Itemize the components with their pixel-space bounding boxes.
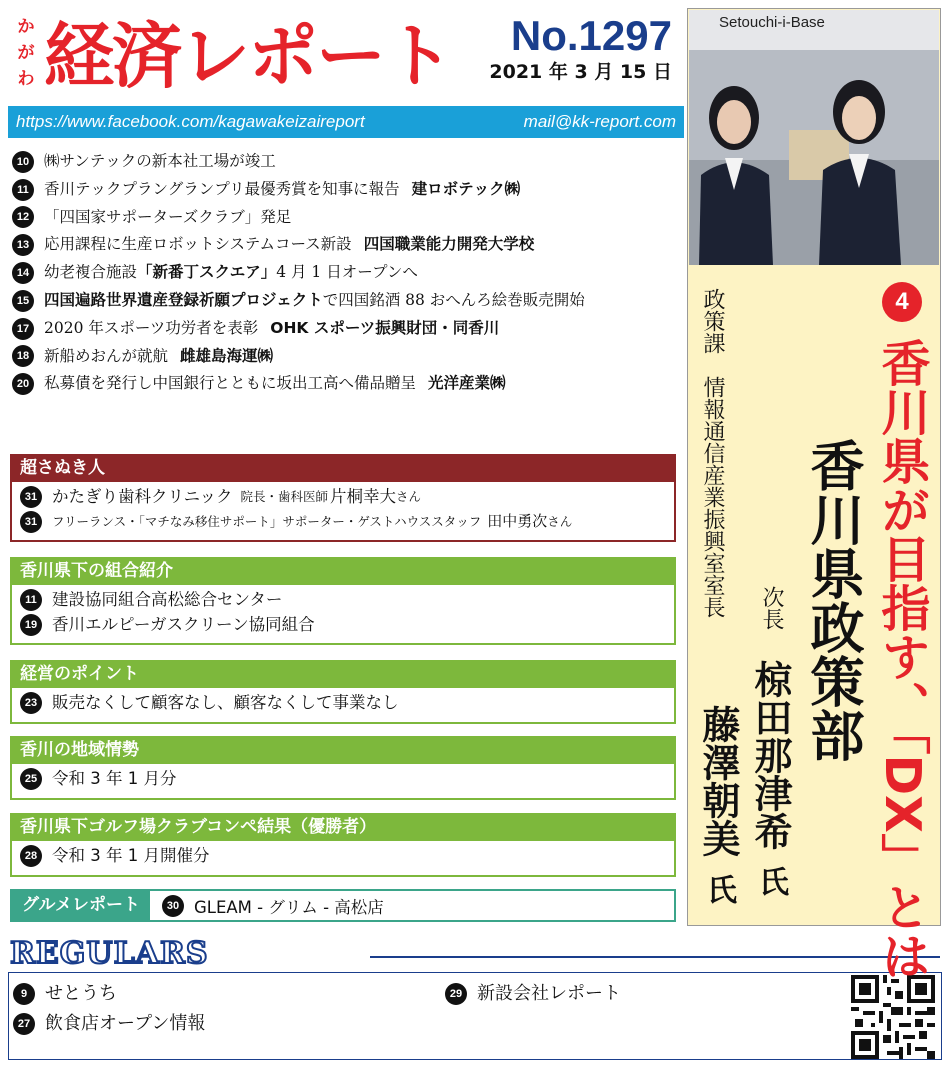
logo-kana-2: が (17, 43, 35, 63)
issue-date: 2021 年 3 月 15 日 (489, 61, 672, 83)
page-number-badge: 20 (12, 373, 34, 395)
page-number-badge: 30 (162, 895, 184, 917)
page-number-badge: 11 (20, 589, 42, 611)
list-item[interactable] (20, 690, 666, 715)
honorific: さん (547, 514, 573, 529)
headline-text: 「四国家サポーターズクラブ」発足 (44, 207, 292, 226)
headline-org: OHK スポーツ振興財団・同香川 (270, 318, 500, 337)
page-number-badge: 29 (445, 983, 467, 1005)
page-number-badge: 10 (12, 151, 34, 173)
headline-text-bold: 「新番丁スクエア」 (137, 263, 277, 282)
section-body (10, 841, 676, 877)
qr-code[interactable] (851, 975, 935, 1059)
headline-text: 幼老複合施設 (44, 263, 138, 282)
headline-text: 4 月 1 日オープンへ (276, 263, 418, 282)
person1-honorific: 氏 (753, 866, 788, 896)
headline-list (12, 148, 682, 398)
list-item[interactable] (12, 231, 682, 259)
page-number-badge: 27 (13, 1013, 35, 1035)
section-title: グルメレポート (12, 891, 150, 920)
person-name: 田中勇次 (487, 512, 548, 530)
page-number-badge: 23 (20, 692, 42, 714)
list-item[interactable] (20, 587, 666, 612)
item-text: 販売なくして顧客なし、顧客なくして事業なし (52, 693, 399, 712)
headline-text: 香川テックプラングランプリ最優秀賞を知事に報告 (44, 179, 400, 198)
photo-sign: Setouchi-i-Base (719, 14, 825, 31)
person2-title: 政策課 情報通信産業振興室室長 (700, 288, 725, 618)
page-number-badge: 17 (12, 318, 34, 340)
profile-name: かたぎり歯科クリニック (52, 487, 233, 506)
feature-headline: 香川県が目指す、「DX」とは (874, 338, 931, 980)
list-item[interactable] (12, 370, 682, 398)
headline-text: 私募債を発行し中国銀行とともに坂出工高へ備品贈呈 (44, 374, 417, 393)
person2-honorific: 氏 (701, 874, 736, 904)
section-title: 香川の地域情勢 (10, 736, 676, 764)
page-number-badge: 9 (13, 983, 35, 1005)
person2-name: 藤澤朝美 (696, 705, 740, 857)
list-item[interactable] (13, 1011, 205, 1036)
page-number-badge: 28 (20, 845, 42, 867)
list-item[interactable] (445, 981, 621, 1006)
item-text: 令和 3 年 1 月開催分 (52, 846, 210, 865)
headline-org: 雌雄島海運㈱ (180, 346, 274, 365)
headline-org: 光洋産業㈱ (428, 374, 506, 393)
section-body (10, 585, 676, 645)
item-text: せとうち (45, 983, 117, 1004)
section-gourmet[interactable] (10, 889, 676, 922)
list-item[interactable] (20, 766, 666, 791)
series-number-badge: 4 (882, 282, 922, 322)
feature-photo (689, 10, 939, 265)
facebook-link[interactable]: https://www.facebook.com/kagawakeizaireport (16, 112, 365, 131)
item-text: 新設会社レポート (477, 983, 621, 1004)
honorific: さん (396, 489, 422, 504)
headline-text: ㈱サンテックの新本社工場が竣工 (44, 152, 276, 170)
contact-bar (8, 106, 684, 138)
section-sanuki-people (10, 454, 676, 542)
page-number-badge: 18 (12, 345, 34, 367)
page-number-badge: 31 (20, 511, 42, 533)
section-cooperatives (10, 557, 676, 645)
list-item[interactable] (20, 612, 666, 637)
list-item[interactable] (13, 981, 117, 1006)
list-item[interactable] (12, 176, 682, 204)
list-item[interactable] (20, 509, 666, 534)
headline-text: 応用課程に生産ロボットシステムコース新設 (44, 235, 352, 254)
regulars-divider (370, 956, 940, 958)
list-item[interactable] (20, 484, 666, 509)
section-golf-results (10, 813, 676, 877)
list-item[interactable] (12, 315, 682, 343)
page-number-badge: 31 (20, 486, 42, 508)
headline-text: で四国銘酒 88 おへんろ絵巻販売開始 (322, 290, 585, 309)
mail-link[interactable]: mail@kk-report.com (523, 112, 676, 131)
person-name: 片桐幸大 (330, 487, 397, 506)
section-management-point (10, 660, 676, 724)
list-item[interactable] (12, 343, 682, 371)
headline-org: 四国職業能力開発大学校 (363, 235, 535, 254)
page-number-badge: 11 (12, 179, 34, 201)
section-body (10, 764, 676, 800)
logo-kana-3: わ (17, 69, 35, 89)
regulars-title: REGULARS (10, 936, 209, 971)
page-number-badge: 12 (12, 206, 34, 228)
item-text: 令和 3 年 1 月分 (52, 769, 177, 788)
item-text: 飲食店オープン情報 (45, 1013, 206, 1034)
list-item[interactable] (12, 204, 682, 232)
page-number-badge: 14 (12, 262, 34, 284)
section-body (10, 688, 676, 724)
masthead (8, 8, 680, 106)
person1-title: 次長 (759, 586, 784, 630)
issue-number: No.1297 (510, 12, 672, 59)
section-title: 経営のポイント (10, 660, 676, 688)
feature-org: 香川県政策部 (802, 438, 866, 762)
page-number-badge: 13 (12, 234, 34, 256)
list-item[interactable] (12, 259, 682, 287)
section-regional-trends (10, 736, 676, 800)
headline-text-bold: 四国遍路世界遺産登録祈願プロジェクト (44, 290, 323, 309)
regulars-box (8, 972, 942, 1060)
issue-info (489, 12, 672, 84)
item-text: GLEAM - グリム - 高松店 (193, 897, 384, 917)
headline-text: 2020 年スポーツ功労者を表彰 (44, 318, 259, 337)
headline-text: 新船めおんが就航 (44, 346, 169, 365)
logo-kana (8, 14, 44, 92)
person1-name: 椋田那津希 (748, 660, 792, 850)
item-text: 香川エルピーガスクリーン協同組合 (52, 615, 315, 634)
list-item[interactable] (12, 287, 682, 315)
section-title: 香川県下の組合紹介 (10, 557, 676, 585)
profile-name: フリーランス・「マチなみ移住サポート」サポーター・ゲストハウススタッフ (52, 514, 482, 529)
section-title: 超さぬき人 (10, 454, 676, 482)
list-item[interactable] (20, 843, 666, 868)
headline-org: 建ロボテック㈱ (411, 179, 521, 198)
logo-kana-1: か (17, 17, 35, 37)
list-item[interactable] (12, 148, 682, 176)
page-number-badge: 19 (20, 614, 42, 636)
publication-logo: 経済レポート (44, 15, 452, 97)
item-text: 建設協同組合高松総合センター (52, 590, 283, 609)
page-number-badge: 25 (20, 768, 42, 790)
section-body (10, 482, 676, 542)
section-title: 香川県下ゴルフ場クラブコンペ結果（優勝者） (10, 813, 676, 841)
profile-role: 院長・歯科医師 (240, 489, 329, 504)
page-number-badge: 15 (12, 290, 34, 312)
